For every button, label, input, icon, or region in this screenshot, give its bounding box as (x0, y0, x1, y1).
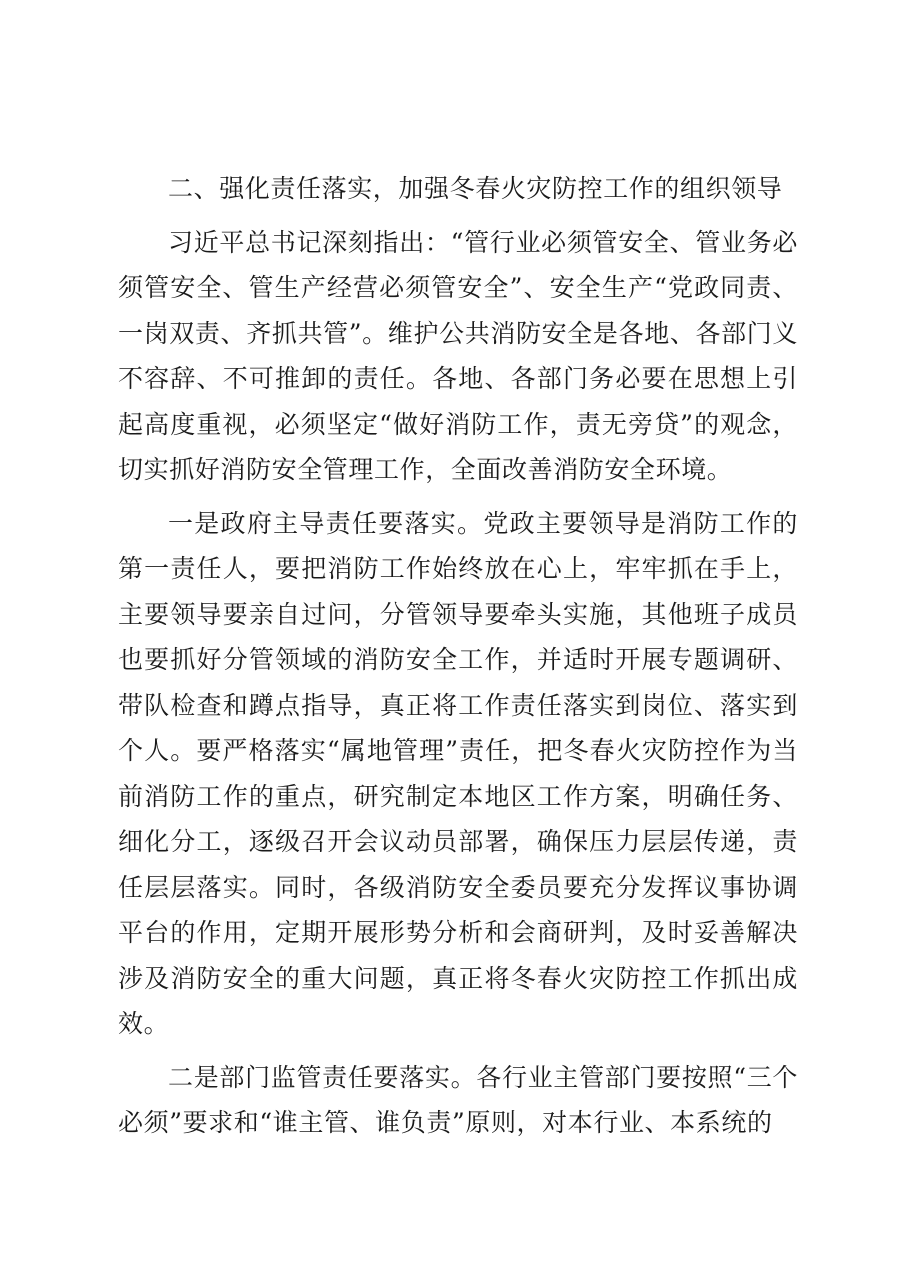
paragraph-government-responsibility: 一是政府主导责任要落实。党政主要领导是消防工作的第一责任人，要把消防工作始终放在心上，牢牢抓在手上，主要领导要亲自过问，分管领导要牵头实施，其他班子成员也要抓好分管领域的消防安全工作，并适时开展专题调研、带队检查和蹲点指导，真正将工作责任落实到岗位、落实到个人。要严格落实“属地管理”责任，把冬春火灾防控作为当前消防工作的重点，研究制定本地区工作方案，明确任务、细化分工，逐级召开会议动员部署，确保压力层层传递，责任层层落实。同时，各级消防安全委员要充分发挥议事协调平台的作用，定期开展形势分析和会商研判，及时妥善解决涉及消防安全的重大问题，真正将冬春火灾防控工作抓出成效。 (118, 508, 798, 1038)
document-body (118, 166, 798, 1146)
paragraph-intro: 习近平总书记深刻指出：“管行业必须管安全、管业务必须管安全、管生产经营必须管安全”、安全生产“党政同责、一岗双责、齐抓共管”。维护公共消防安全是各地、各部门义不容辞、不可推卸的责任。各地、各部门务必要在思想上引起高度重视，必须坚定“做好消防工作，责无旁贷”的观念，切实抓好消防安全管理工作，全面改善消防安全环境。 (118, 227, 798, 484)
paragraph-department-responsibility: 二是部门监管责任要落实。各行业主管部门要按照“三个必须”要求和“谁主管、谁负责”原则，对本行业、本系统的 (118, 1062, 798, 1137)
section-heading: 二、强化责任落实，加强冬春火灾防控工作的组织领导 (168, 174, 783, 203)
